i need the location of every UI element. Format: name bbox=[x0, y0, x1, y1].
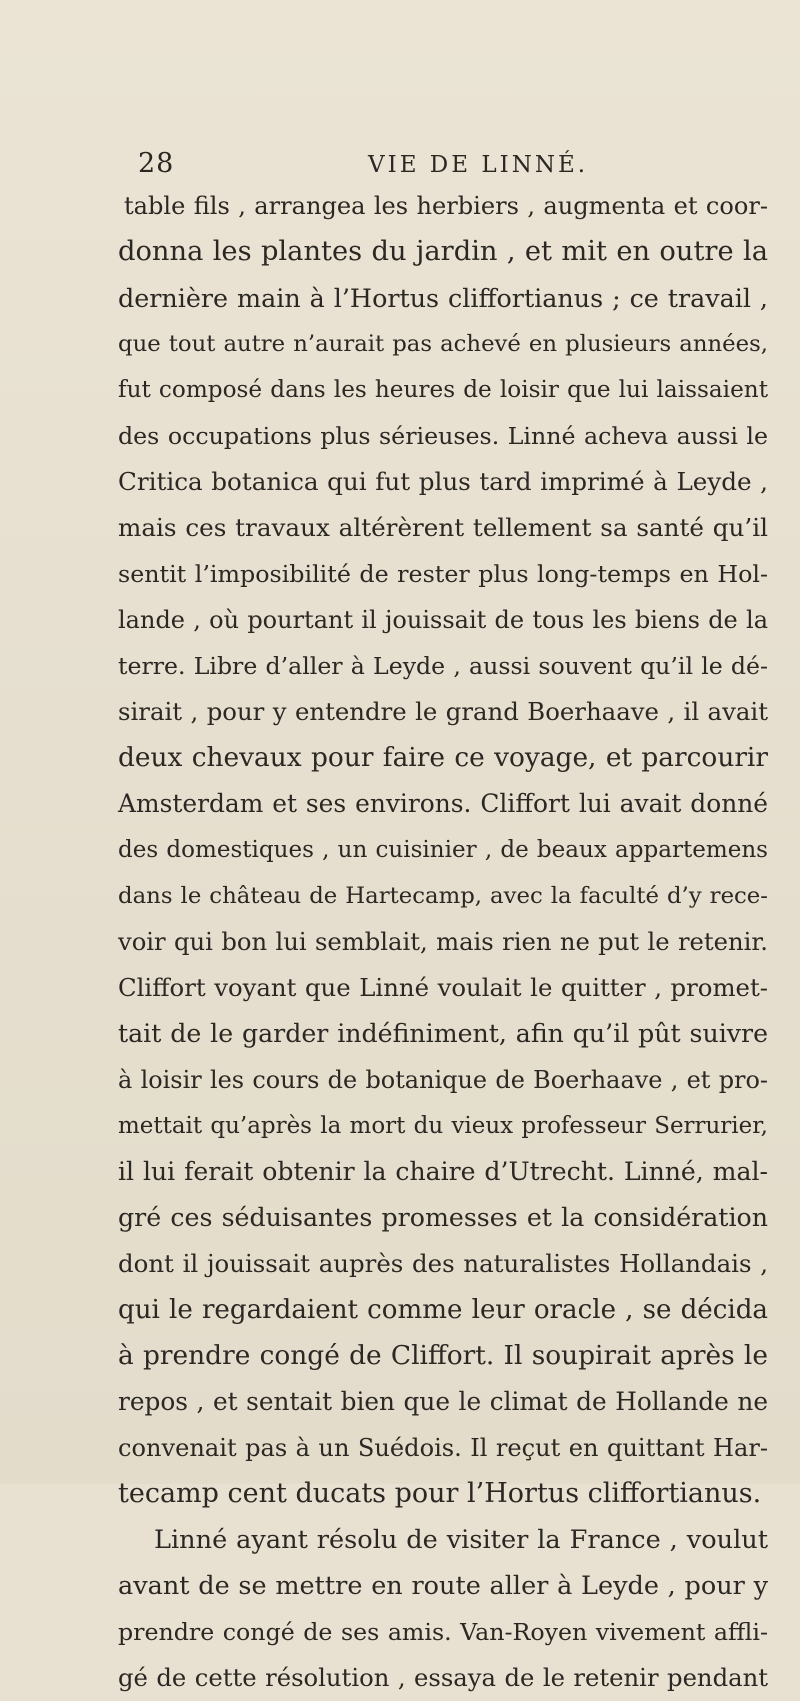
text-line: mais ces travaux altérèrent tellement sa santé qu’il bbox=[118, 513, 768, 542]
text-line: lande , où pourtant il jouissait de tous les biens de la bbox=[118, 606, 768, 634]
text-line: mettait qu’après la mort du vieux professeur Serrurier, bbox=[118, 1113, 768, 1139]
text-line: fut composé dans les heures de loisir que lui laissaient bbox=[118, 377, 768, 403]
text-line: sirait , pour y entendre le grand Boerhaave , il avait bbox=[118, 697, 768, 726]
text-line: Linné ayant résolu de visiter la France , voulut bbox=[154, 1525, 768, 1555]
text-line: sentit l’imposibilité de rester plus long-temps en Hol- bbox=[118, 560, 768, 588]
text-line: tait de le garder indéfiniment, afin qu’il pût suivre bbox=[118, 1019, 768, 1048]
text-line: gré ces séduisantes promesses et la considération bbox=[118, 1203, 768, 1232]
text-line: donna les plantes du jardin , et mit en outre la bbox=[118, 236, 768, 267]
text-line: Cliffort voyant que Linné voulait le quitter , promet- bbox=[118, 973, 768, 1002]
text-line: convenait pas à un Suédois. Il reçut en quittant Har- bbox=[118, 1434, 768, 1462]
text-line: qui le regardaient comme leur oracle , se décida bbox=[118, 1295, 768, 1325]
text-line: Amsterdam et ses environs. Cliffort lui avait donné bbox=[118, 789, 768, 818]
text-line: table fils , arrangea les herbiers , augmenta et coor- bbox=[124, 192, 768, 220]
text-line: que tout autre n’aurait pas achevé en plusieurs années, bbox=[118, 331, 768, 357]
text-line: terre. Libre d’aller à Leyde , aussi souvent qu’il le dé- bbox=[118, 652, 768, 680]
text-line: il lui ferait obtenir la chaire d’Utrecht. Linné, mal- bbox=[118, 1157, 768, 1186]
text-line: dans le château de Hartecamp, avec la faculté d’y rece- bbox=[118, 883, 768, 909]
text-line: prendre congé de ses amis. Van-Royen vivement affli- bbox=[118, 1618, 768, 1646]
text-line: des occupations plus sérieuses. Linné acheva aussi le bbox=[118, 422, 768, 450]
text-line: avant de se mettre en route aller à Leyde , pour y bbox=[118, 1571, 768, 1601]
text-line: dernière main à l’Hortus cliffortianus ; ce travail , bbox=[118, 283, 768, 313]
text-line: voir qui bon lui semblait, mais rien ne put le retenir. bbox=[118, 927, 768, 956]
text-line: repos , et sentait bien que le climat de Hollande ne bbox=[118, 1387, 768, 1416]
text-line: deux chevaux pour faire ce voyage, et parcourir bbox=[118, 742, 768, 773]
text-line: à loisir les cours de botanique de Boerhaave , et pro- bbox=[118, 1066, 768, 1094]
text-line: tecamp cent ducats pour l’Hortus cliffortianus. bbox=[118, 1478, 762, 1509]
text-line: dont il jouissait auprès des naturalistes Hollandais , bbox=[118, 1249, 768, 1278]
body-text bbox=[118, 183, 768, 1701]
text-line: à prendre congé de Cliffort. Il soupirait après le bbox=[118, 1340, 768, 1371]
text-line: Critica botanica qui fut plus tard imprimé à Leyde , bbox=[118, 467, 768, 496]
text-line: des domestiques , un cuisinier , de beaux appartemens bbox=[118, 837, 768, 863]
running-head bbox=[138, 142, 770, 182]
page-number: 28 bbox=[138, 148, 175, 179]
text-line: gé de cette résolution , essaya de le retenir pendant bbox=[118, 1663, 768, 1692]
running-title: VIE DE LINNÉ. bbox=[368, 152, 589, 178]
